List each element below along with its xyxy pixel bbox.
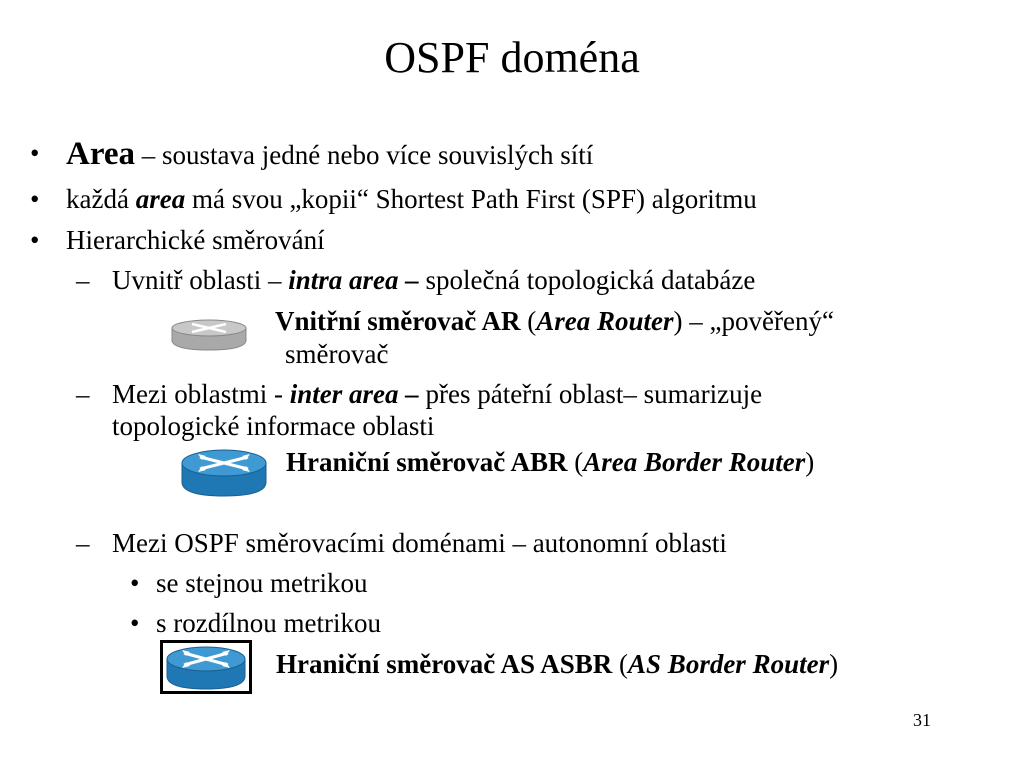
ar-paren-open: ( — [520, 306, 537, 336]
sub2-term: inter area – — [289, 379, 419, 409]
bullet2-after: má svou „kopii“ Shortest Path First (SPF) algoritmu — [185, 184, 757, 214]
sub-dash: – — [76, 379, 90, 409]
area-definition-text: – soustava jedné nebo více souvislých sítí — [135, 140, 594, 170]
router-abr-description — [286, 446, 814, 478]
bullet-dot: • — [30, 184, 40, 214]
bullet3-text: Hierarchické směrování — [66, 225, 325, 255]
page-number: 31 — [913, 710, 931, 730]
router-ar-description-line2: směrovač — [285, 339, 389, 369]
sub-dash: – — [76, 265, 90, 295]
ar-italic: Area Router — [536, 306, 674, 336]
router-icon — [180, 448, 268, 498]
asbr-bold: Hraniční směrovač AS ASBR — [276, 649, 613, 679]
abr-paren-close: ) — [805, 447, 815, 477]
router-icon — [165, 645, 247, 691]
router-asbr-frame — [160, 640, 252, 694]
abr-bold: Hraniční směrovač ABR — [286, 447, 568, 477]
abr-paren-open: ( — [567, 447, 584, 477]
bullet-dot: • — [30, 225, 40, 255]
asbr-italic: AS Border Router — [628, 649, 830, 679]
ar-bold: Vnitřní směrovač AR — [275, 306, 521, 336]
tertiary2-text: s rozdílnou metrikou — [156, 608, 381, 638]
sub-inter-area-line2: topologické informace oblasti — [112, 411, 435, 441]
sub1-before: Uvnitř oblasti – — [112, 265, 289, 295]
sub1-after: společná topologická databáze — [418, 265, 756, 295]
router-icon — [170, 318, 248, 352]
sub3-text: Mezi OSPF směrovacími doménami – autonomní oblasti — [112, 528, 727, 558]
tertiary1-text: se stejnou metrikou — [156, 568, 368, 598]
sub2-before: Mezi oblastmi - — [112, 379, 290, 409]
ar-rest: – „pověřený“ — [682, 306, 834, 336]
asbr-paren-close: ) — [829, 649, 839, 679]
router-ar-description — [275, 305, 834, 337]
slide-title: OSPF doména — [384, 33, 640, 82]
sub1-term: intra area – — [288, 265, 419, 295]
router-asbr-description — [276, 648, 838, 680]
abr-italic: Area Border Router — [583, 447, 806, 477]
bullet-dot: • — [130, 608, 140, 638]
bullet2-term: area — [135, 184, 186, 214]
bullet-dot: • — [30, 138, 40, 168]
asbr-paren-open: ( — [612, 649, 629, 679]
sub-dash: – — [76, 528, 90, 558]
area-term: Area — [66, 136, 136, 172]
bullet2-before: každá — [66, 184, 136, 214]
sub2-after: přes páteřní oblast– sumarizuje — [418, 379, 763, 409]
bullet-dot: • — [130, 568, 140, 598]
ar-paren-close: ) — [673, 306, 683, 336]
